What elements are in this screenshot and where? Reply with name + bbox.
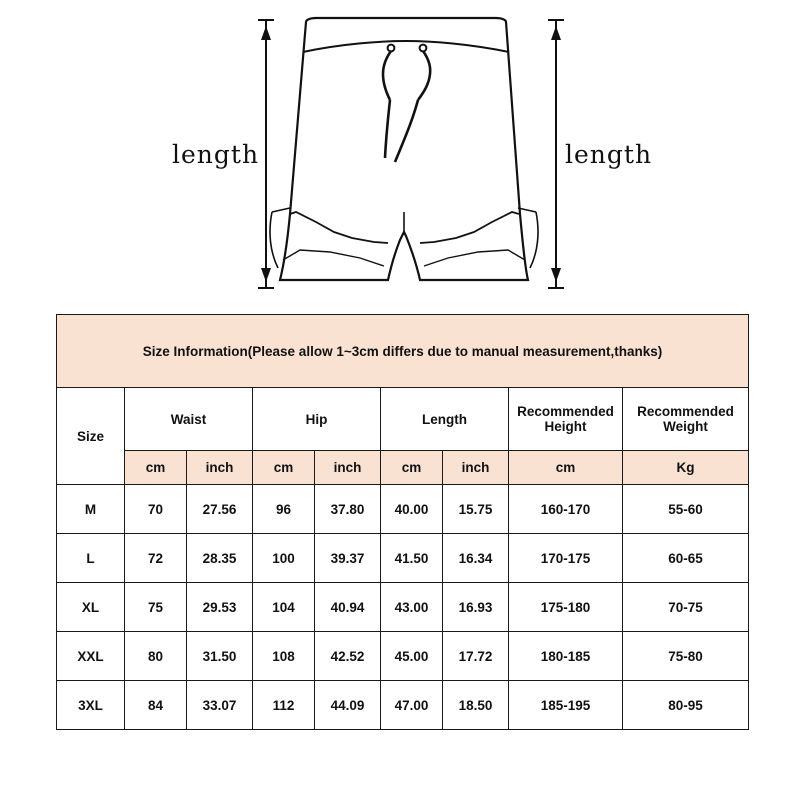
right-arrow-head-top <box>551 26 561 40</box>
cell-waist-inch: 31.50 <box>187 632 253 681</box>
cell-height: 175-180 <box>509 583 623 632</box>
size-information-banner: Size Information(Please allow 1~3cm differs due to manual measurement,thanks) <box>57 315 749 388</box>
cell-size: 3XL <box>57 681 125 730</box>
unit-hip-inch: inch <box>315 451 381 485</box>
cell-length-cm: 45.00 <box>381 632 443 681</box>
unit-length-cm: cm <box>381 451 443 485</box>
cell-waist-cm: 84 <box>125 681 187 730</box>
cell-hip-cm: 100 <box>253 534 315 583</box>
cell-size: M <box>57 485 125 534</box>
cell-waist-cm: 72 <box>125 534 187 583</box>
left-vent-edge <box>270 212 278 268</box>
cell-hip-inch: 37.80 <box>315 485 381 534</box>
table-row <box>57 534 749 583</box>
cell-hip-inch: 42.52 <box>315 632 381 681</box>
cell-hip-inch: 39.37 <box>315 534 381 583</box>
cell-waist-inch: 29.53 <box>187 583 253 632</box>
left-arrow-head-bottom <box>261 268 271 282</box>
left-arrow-head-top <box>261 26 271 40</box>
header-length: Length <box>381 388 509 451</box>
left-vent <box>272 208 290 212</box>
cell-length-inch: 15.75 <box>443 485 509 534</box>
right-length-arrow <box>548 20 564 288</box>
cell-weight: 70-75 <box>623 583 749 632</box>
header-waist: Waist <box>125 388 253 451</box>
cell-size: XXL <box>57 632 125 681</box>
shorts-drawing <box>0 0 800 310</box>
cell-height: 160-170 <box>509 485 623 534</box>
product-illustration <box>0 0 800 310</box>
cell-weight: 55-60 <box>623 485 749 534</box>
cell-hip-cm: 112 <box>253 681 315 730</box>
header-size: Size <box>57 388 125 485</box>
cell-length-inch: 16.34 <box>443 534 509 583</box>
cell-waist-inch: 33.07 <box>187 681 253 730</box>
header-hip: Hip <box>253 388 381 451</box>
unit-waist-inch: inch <box>187 451 253 485</box>
cell-length-inch: 17.72 <box>443 632 509 681</box>
table-row <box>57 485 749 534</box>
unit-hip-cm: cm <box>253 451 315 485</box>
cell-waist-cm: 70 <box>125 485 187 534</box>
cell-length-cm: 43.00 <box>381 583 443 632</box>
cell-weight: 80-95 <box>623 681 749 730</box>
table-unit-row <box>57 451 749 485</box>
header-recommended-height: Recommended Height <box>509 388 623 451</box>
cell-weight: 60-65 <box>623 534 749 583</box>
header-recommended-weight: Recommended Weight <box>623 388 749 451</box>
cell-weight: 75-80 <box>623 632 749 681</box>
table-row <box>57 681 749 730</box>
cell-hip-cm: 104 <box>253 583 315 632</box>
cell-height: 180-185 <box>509 632 623 681</box>
cell-height: 185-195 <box>509 681 623 730</box>
cell-height: 170-175 <box>509 534 623 583</box>
cell-length-cm: 40.00 <box>381 485 443 534</box>
table-row <box>57 632 749 681</box>
cell-waist-inch: 27.56 <box>187 485 253 534</box>
length-label-right: length <box>565 140 653 169</box>
cell-waist-cm: 80 <box>125 632 187 681</box>
unit-length-inch: inch <box>443 451 509 485</box>
cell-hip-inch: 44.09 <box>315 681 381 730</box>
size-information-table <box>56 314 749 730</box>
cell-hip-cm: 96 <box>253 485 315 534</box>
cell-waist-inch: 28.35 <box>187 534 253 583</box>
table-banner-row <box>57 315 749 388</box>
cell-waist-cm: 75 <box>125 583 187 632</box>
shorts-outline <box>280 18 528 280</box>
cell-size: XL <box>57 583 125 632</box>
cell-hip-cm: 108 <box>253 632 315 681</box>
length-label-left: length <box>172 140 260 169</box>
cell-size: L <box>57 534 125 583</box>
cell-length-cm: 41.50 <box>381 534 443 583</box>
unit-waist-cm: cm <box>125 451 187 485</box>
right-vent-edge <box>530 212 538 268</box>
table-row <box>57 583 749 632</box>
cell-length-cm: 47.00 <box>381 681 443 730</box>
cell-length-inch: 16.93 <box>443 583 509 632</box>
unit-weight-kg: Kg <box>623 451 749 485</box>
table-group-header-row <box>57 388 749 451</box>
cell-length-inch: 18.50 <box>443 681 509 730</box>
unit-height-cm: cm <box>509 451 623 485</box>
right-arrow-head-bottom <box>551 268 561 282</box>
cell-hip-inch: 40.94 <box>315 583 381 632</box>
